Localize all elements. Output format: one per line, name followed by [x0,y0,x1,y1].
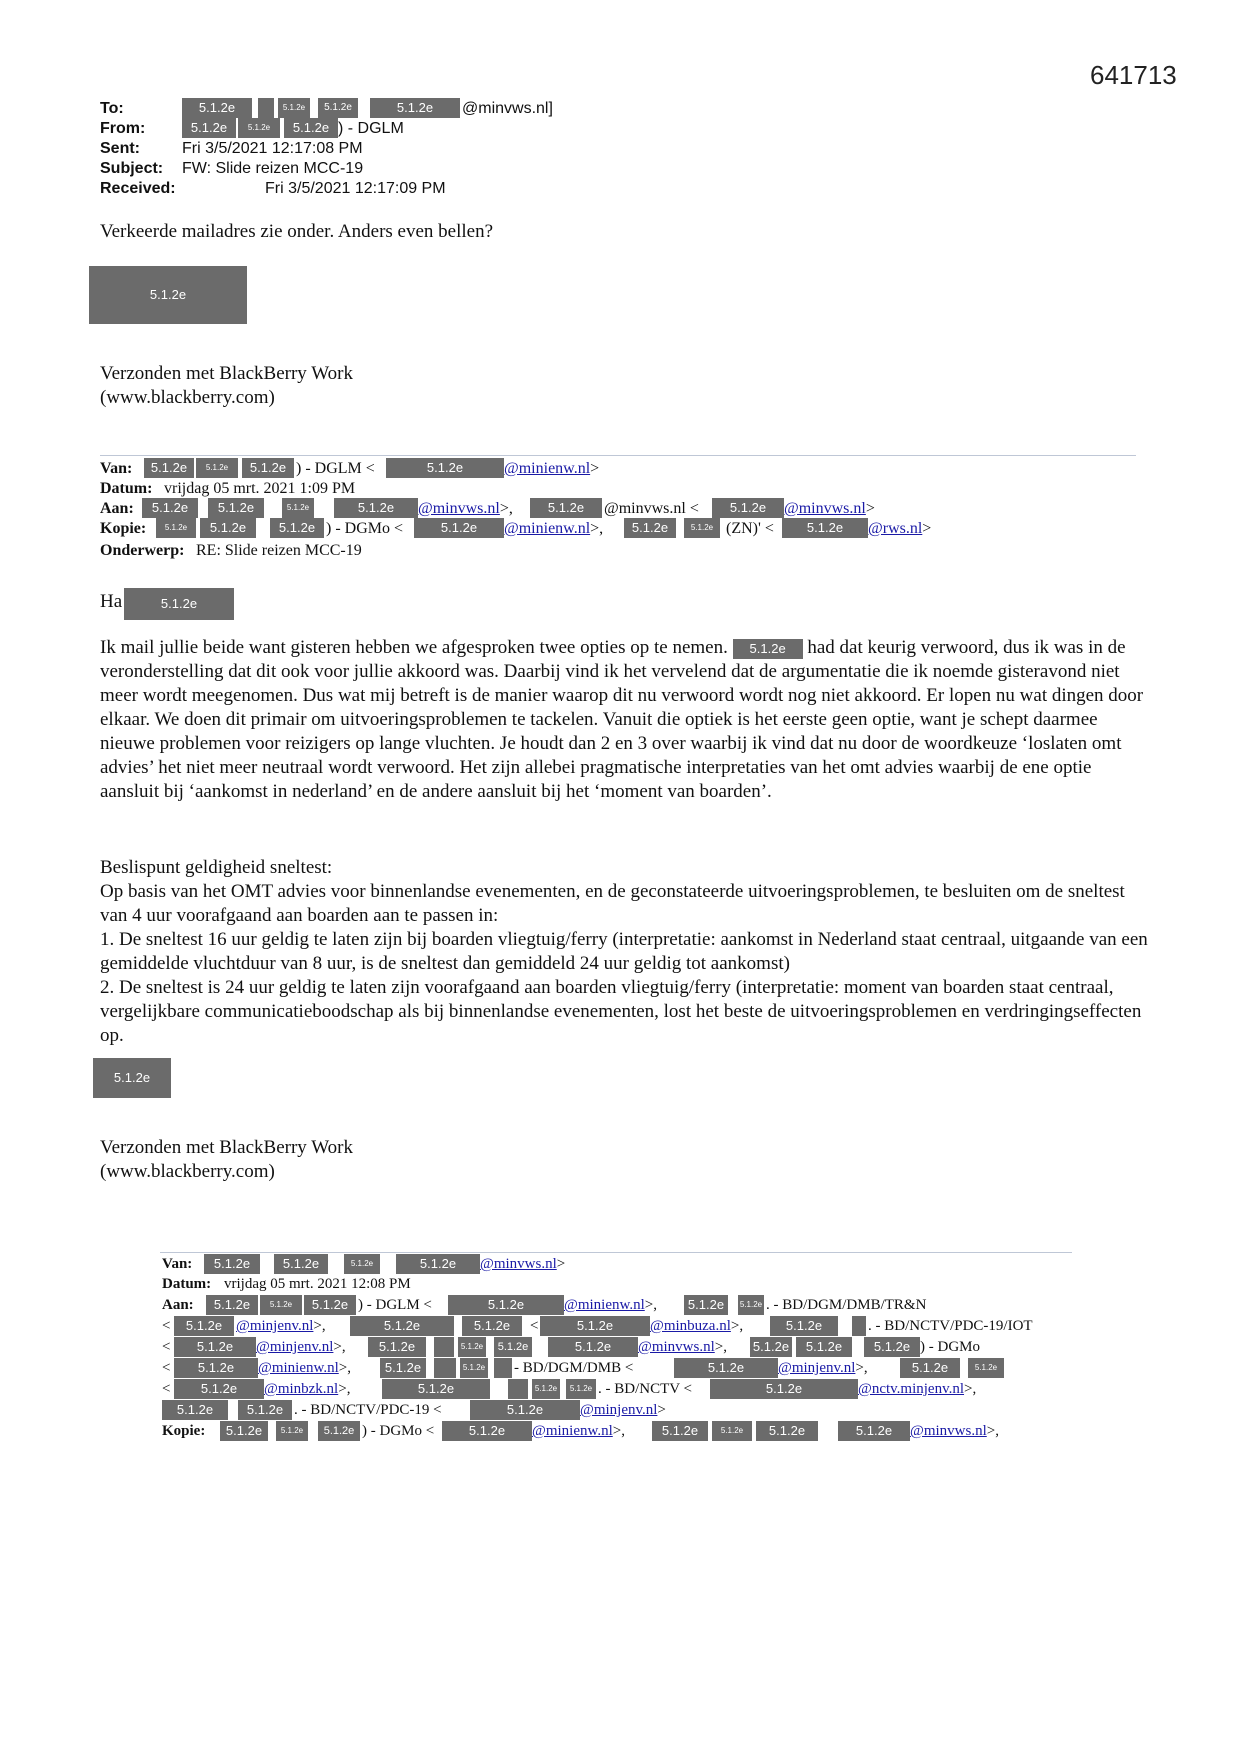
redaction: 5.1.2e [274,1254,328,1274]
redaction: 5.1.2e [142,498,198,518]
separator: > [657,1402,666,1418]
separator: >, [730,1318,744,1334]
redaction: 5.1.2e [350,1316,454,1336]
message-2-paragraph-2 [100,856,1150,1048]
aan-dept: - BD/DGM/DMB < [514,1360,634,1376]
redaction: 5.1.2e [712,498,784,518]
redaction: 5.1.2e [624,518,676,538]
signature-line-1: Verzonden met BlackBerry Work [100,363,353,384]
to-label: To: [100,100,124,117]
van-end: > [590,460,600,477]
separator: >, [499,500,513,517]
separator-line [100,455,1136,456]
aan-email-link[interactable]: @minjenv.nl [256,1339,334,1355]
redaction: 5.1.2e [156,518,196,538]
kopie-email-link-1[interactable]: @minienw.nl [532,1423,613,1439]
separator: < [530,1318,539,1334]
redaction: 5.1.2e [242,458,294,478]
redaction: 5.1.2e [380,1358,426,1378]
van-dept: ) - DGLM < [296,460,375,477]
aan-email-link[interactable]: @minjenv.nl [778,1360,856,1376]
redaction: 5.1.2e [304,1295,356,1315]
sent-value: Fri 3/5/2021 12:17:08 PM [182,140,363,157]
van-label: Van: [100,460,133,477]
redaction: 5.1.2e [238,118,280,138]
aan-dept: . - BD/DGM/DMB/TR&N [766,1297,927,1313]
message-2-paragraph-1 [100,636,1150,804]
redaction: 5.1.2e [548,1337,638,1357]
redaction: 5.1.2e [756,1421,818,1441]
onderwerp-label: Onderwerp: [100,542,185,559]
separator: > [556,1256,566,1272]
aan-email-link[interactable]: @minienw.nl [258,1360,339,1376]
redaction: 5.1.2e [204,1254,260,1274]
signature-line-2: (www.blackberry.com) [100,1161,275,1182]
sent-label: Sent: [100,140,140,157]
separator: < [162,1339,171,1355]
aan-label: Aan: [162,1297,194,1313]
aan-email-link[interactable]: @minjenv.nl [236,1318,314,1334]
redaction: 5.1.2e [494,1337,532,1357]
subject-label: Subject: [100,160,164,177]
redaction: 5.1.2e [182,118,236,138]
separator: < [162,1360,171,1376]
redaction: 5.1.2e [396,1254,480,1274]
redaction: 5.1.2e [684,518,720,538]
redaction: 5.1.2e [382,1379,490,1399]
redaction: 5.1.2e [750,1337,792,1357]
aan-email-link[interactable]: @nctv.minjenv.nl [858,1381,965,1397]
separator: < [162,1318,171,1334]
redaction: 5.1.2e [344,1254,380,1274]
paragraph-text: had dat keurig verwoord, dus ik [807,637,1050,658]
redaction [258,98,274,118]
redaction: 5.1.2e [566,1379,596,1399]
kopie-label: Kopie: [162,1423,206,1439]
redaction: 5.1.2e [200,518,256,538]
van-email-link[interactable]: @minvws.nl [480,1256,557,1272]
separator: >, [644,1297,657,1313]
kopie-zn: (ZN)' < [726,520,774,537]
redaction: 5.1.2e [282,498,314,518]
signature-line-2: (www.blackberry.com) [100,387,275,408]
kopie-email-link-2[interactable]: @rws.nl [868,520,923,537]
redaction: 5.1.2e [684,1295,728,1315]
redaction-signature: 5.1.2e [93,1058,171,1098]
redaction [434,1358,456,1378]
redaction: 5.1.2e [738,1295,764,1315]
separator: >, [612,1423,625,1439]
subject-value: FW: Slide reizen MCC-19 [182,160,364,177]
datum-value: vrijdag 05 mrt. 2021 1:09 PM [164,480,356,497]
redaction: 5.1.2e [532,1379,560,1399]
van-email-link[interactable]: @minienw.nl [504,460,591,477]
separator: >, [714,1339,727,1355]
redaction: 5.1.2e [652,1421,708,1441]
beslispunt-intro: Op basis van het OMT advies voor binnenlandse evenementen, en de geconstateerde uitvoeringsproblemen, te besluiten om de sneltest van 4 uur voorafgaand aan boarden aan te passen in: [100,881,1125,926]
redaction: 5.1.2e [144,458,194,478]
redaction: 5.1.2e [838,1421,910,1441]
beslispunt-title: Beslispunt geldigheid sneltest: [100,857,333,878]
separator: > [922,520,932,537]
aan-dept: ) - DGMo [920,1339,980,1355]
redaction: 5.1.2e [370,98,460,118]
redaction: 5.1.2e [540,1316,650,1336]
redaction: 5.1.2e [220,1421,268,1441]
redaction: 5.1.2e [796,1337,852,1357]
redaction: 5.1.2e [238,1400,292,1420]
redaction: 5.1.2e [318,98,358,118]
aan-email-link-1[interactable]: @minvws.nl [418,500,500,517]
redaction: 5.1.2e [770,1316,838,1336]
separator: < [162,1381,171,1397]
datum-value: vrijdag 05 mrt. 2021 12:08 PM [224,1276,411,1292]
redaction [508,1379,528,1399]
message-1-body: Verkeerde mailadres zie onder. Anders even bellen? [100,221,494,242]
separator: >, [313,1318,326,1334]
separator-line [160,1252,1072,1253]
redaction: 5.1.2e [278,98,310,118]
onderwerp-value: RE: Slide reizen MCC-19 [196,542,362,559]
aan-email-link[interactable]: @minvws.nl [638,1339,715,1355]
redaction [434,1337,454,1357]
redaction: 5.1.2e [460,1358,488,1378]
kopie-dept: ) - DGMo < [362,1423,435,1439]
redaction: 5.1.2e [710,1379,858,1399]
redaction: 5.1.2e [712,1421,752,1441]
received-value: Fri 3/5/2021 12:17:09 PM [265,180,446,197]
redaction: 5.1.2e [733,639,803,659]
redaction: 5.1.2e [276,1421,308,1441]
van-label: Van: [162,1256,193,1272]
redaction: 5.1.2e [334,498,418,518]
aan-email-link[interactable]: @minienw.nl [564,1297,645,1313]
redaction: 5.1.2e [386,458,504,478]
redaction: 5.1.2e [270,518,324,538]
aan-dept: . - BD/NCTV/PDC-19/IOT [868,1318,1033,1334]
aan-dept: . - BD/NCTV < [598,1381,693,1397]
kopie-email-link-1[interactable]: @minienw.nl [504,520,591,537]
aan-dept: . - BD/NCTV/PDC-19 < [294,1402,442,1418]
redaction: 5.1.2e [470,1400,580,1420]
redaction: 5.1.2e [182,98,252,118]
to-domain: @minvws.nl] [462,100,553,117]
redaction: 5.1.2e [196,458,238,478]
aan-email-link[interactable]: @minbzk.nl [264,1381,339,1397]
separator: >, [986,1423,999,1439]
datum-label: Datum: [100,480,153,497]
redaction: 5.1.2e [174,1337,256,1357]
redaction: 5.1.2e [458,1337,486,1357]
redaction: 5.1.2e [284,118,338,138]
aan-dept: ) - DGLM < [358,1297,432,1313]
redaction [494,1358,512,1378]
kopie-dept: ) - DGMo < [326,520,404,537]
separator: >, [338,1381,351,1397]
greeting: Ha [100,591,123,612]
redaction: 5.1.2e [900,1358,960,1378]
separator: >, [855,1360,868,1376]
separator: >, [333,1339,346,1355]
received-label: Received: [100,180,176,197]
separator: >, [590,520,604,537]
redaction: 5.1.2e [442,1421,532,1441]
redaction: 5.1.2e [174,1379,264,1399]
redaction: 5.1.2e [260,1295,302,1315]
separator: >, [338,1360,351,1376]
redaction: 5.1.2e [462,1316,522,1336]
redaction: 5.1.2e [968,1358,1004,1378]
aan-email-link-2[interactable]: @minvws.nl [784,500,866,517]
aan-plain-email: @minvws.nl < [604,500,699,517]
paragraph-text: was in de veronderstelling dat dit ook voor jullie akkoord was. Daarbij vind ik het vervelend dat de argumentatie die ik noemde gisteravond niet meer wordt meegenomen. Dus wat mij betreft is de manier waarop dit nu verwoord wordt nog niet akkoord. Er lopen nu wat dingen door elkaar. We doen dit primair om uitvoeringsproblemen te tackelen. Vanuit die optiek is het eerste geen optie, want je schept daarmee nieuwe problemen voor reizigers op lange vluchten. Je houdt dan 2 en 3 over waarbij ik vind dat nu door de woordkeuze ‘loslaten omt advies’ het niet meer neutraal wordt verwoord. Het zijn allebei pragmatische interpretaties van het omt advies waarbij de ene optie aansluit bij ‘aankomst in nederland’ en de andere aansluit bij het ‘moment van boarden’. [100,637,1144,802]
redaction: 5.1.2e [318,1421,360,1441]
aan-email-link[interactable]: @minjenv.nl [580,1402,658,1418]
kopie-label: Kopie: [100,520,147,537]
redaction: 5.1.2e [782,518,868,538]
redaction: 5.1.2e [162,1400,228,1420]
separator: > [865,500,875,517]
redaction: 5.1.2e [864,1337,920,1357]
redaction: 5.1.2e [174,1316,234,1336]
from-dept: ) - DGLM [338,120,404,137]
signature-line-1: Verzonden met BlackBerry Work [100,1137,353,1158]
redaction: 5.1.2e [208,498,264,518]
redaction: 5.1.2e [174,1358,258,1378]
paragraph-text: Ik mail jullie beide want gisteren hebben we afgesproken twee opties op te nemen. [100,637,728,658]
redaction: 5.1.2e [368,1337,426,1357]
datum-label: Datum: [162,1276,212,1292]
redaction: 5.1.2e [206,1295,258,1315]
redaction: 5.1.2e [124,588,234,620]
beslispunt-option-1: 1. De sneltest 16 uur geldig te laten zijn bij boarden vliegtuig/ferry (interpretatie: aankomst in Nederland staat centraal, uitgaande van een gemiddelde vluchtduur van 8 uur, is de sneltest dan gemiddeld 24 uur geldig tot aankomst) [100,929,1148,974]
document-number: 641713 [1090,60,1177,90]
separator: >, [964,1381,977,1397]
redaction: 5.1.2e [674,1358,778,1378]
redaction: 5.1.2e [530,498,602,518]
redaction [852,1316,866,1336]
kopie-email-link-2[interactable]: @minvws.nl [910,1423,987,1439]
beslispunt-option-2: 2. De sneltest is 24 uur geldig te laten zijn voorafgaand aan boarden vliegtuig/ferry (interpretatie: moment van boarden staat centraal, vergelijkbare communicatieboodschap als bij binnenlandse evenementen, lost het beste de uitvoeringsproblemen en verdringingseffecten op. [100,977,1142,1046]
aan-label: Aan: [100,500,134,517]
aan-email-link[interactable]: @minbuza.nl [650,1318,731,1334]
from-label: From: [100,120,146,137]
redaction-signature: 5.1.2e [89,266,247,324]
redaction: 5.1.2e [414,518,504,538]
redaction: 5.1.2e [448,1295,564,1315]
